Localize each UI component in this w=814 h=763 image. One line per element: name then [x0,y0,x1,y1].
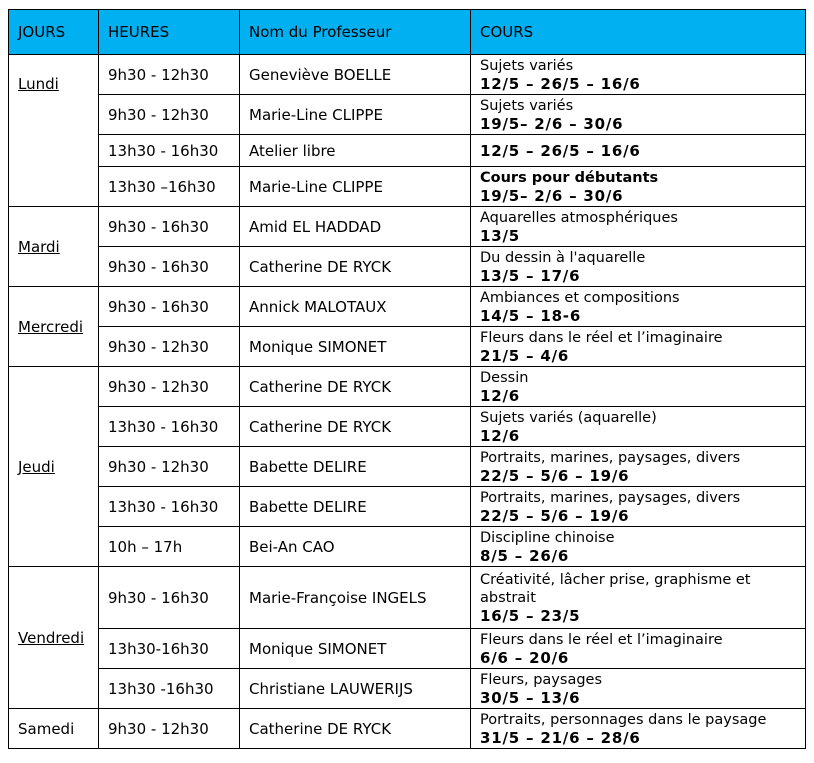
professor-cell: Christiane LAUWERIJS [240,669,471,709]
table-row [9,287,806,327]
day-cell-samedi: Samedi [9,709,99,749]
table-row [9,55,806,95]
table-row [9,95,806,135]
professor-cell: Monique SIMONET [240,629,471,669]
table-row [9,327,806,367]
course-cell: Dessin 12/6 [471,367,806,407]
course-cell: Sujets variés 12/5 – 26/5 – 16/6 [471,55,806,95]
table-row [9,407,806,447]
time-cell: 9h30 - 16h30 [99,287,240,327]
course-cell: Portraits, marines, paysages, divers 22/5 – 5/6 – 19/6 [471,447,806,487]
time-cell: 13h30-16h30 [99,629,240,669]
course-cell: 12/5 – 26/5 – 16/6 [471,135,806,167]
header-jours: JOURS [9,10,99,55]
time-cell: 13h30 -16h30 [99,669,240,709]
time-cell: 9h30 - 12h30 [99,327,240,367]
table-row [9,629,806,669]
table-row [9,567,806,629]
professor-cell: Catherine DE RYCK [240,407,471,447]
table-row [9,367,806,407]
professor-cell: Marie-Line CLIPPE [240,167,471,207]
table-row [9,135,806,167]
professor-cell: Marie-Françoise INGELS [240,567,471,629]
professor-cell: Marie-Line CLIPPE [240,95,471,135]
course-cell: Cours pour débutants 19/5– 2/6 – 30/6 [471,167,806,207]
professor-cell: Bei-An CAO [240,527,471,567]
professor-cell: Amid EL HADDAD [240,207,471,247]
course-cell: Ambiances et compositions 14/5 – 18-6 [471,287,806,327]
professor-cell: Annick MALOTAUX [240,287,471,327]
time-cell: 9h30 - 12h30 [99,447,240,487]
course-cell: Portraits, marines, paysages, divers 22/5 – 5/6 – 19/6 [471,487,806,527]
table-row [9,447,806,487]
time-cell: 9h30 - 16h30 [99,567,240,629]
course-cell: Fleurs dans le réel et l’imaginaire 6/6 – 20/6 [471,629,806,669]
day-cell-jeudi: Jeudi [9,367,99,567]
professor-cell: Geneviève BOELLE [240,55,471,95]
header-cours: COURS [471,10,806,55]
time-cell: 9h30 - 12h30 [99,55,240,95]
course-cell: Sujets variés 19/5– 2/6 – 30/6 [471,95,806,135]
time-cell: 9h30 - 12h30 [99,367,240,407]
course-cell: Portraits, personnages dans le paysage 31/5 – 21/6 – 28/6 [471,709,806,749]
course-cell: Aquarelles atmosphériques 13/5 [471,207,806,247]
professor-cell: Monique SIMONET [240,327,471,367]
course-cell: Fleurs dans le réel et l’imaginaire 21/5 – 4/6 [471,327,806,367]
time-cell: 10h – 17h [99,527,240,567]
time-cell: 9h30 - 12h30 [99,709,240,749]
table-row [9,487,806,527]
time-cell: 13h30 –16h30 [99,167,240,207]
professor-cell: Atelier libre [240,135,471,167]
table-row [9,247,806,287]
day-cell-vendredi: Vendredi [9,567,99,709]
time-cell: 13h30 - 16h30 [99,407,240,447]
day-cell-mercredi: Mercredi [9,287,99,367]
course-cell: Du dessin à l'aquarelle 13/5 – 17/6 [471,247,806,287]
table-row [9,669,806,709]
table-row [9,527,806,567]
course-cell: Créativité, lâcher prise, graphisme et abstrait 16/5 – 23/5 [471,567,806,629]
table-row [9,207,806,247]
time-cell: 9h30 - 16h30 [99,247,240,287]
day-cell-lundi: Lundi [9,55,99,207]
header-professeur: Nom du Professeur [240,10,471,55]
professor-cell: Babette DELIRE [240,487,471,527]
time-cell: 9h30 - 12h30 [99,95,240,135]
time-cell: 13h30 - 16h30 [99,487,240,527]
course-cell: Discipline chinoise 8/5 – 26/6 [471,527,806,567]
course-cell: Sujets variés (aquarelle) 12/6 [471,407,806,447]
professor-cell: Babette DELIRE [240,447,471,487]
schedule-table [8,9,806,749]
course-cell: Fleurs, paysages 30/5 – 13/6 [471,669,806,709]
header-row [9,10,806,55]
time-cell: 13h30 - 16h30 [99,135,240,167]
header-heures: HEURES [99,10,240,55]
professor-cell: Catherine DE RYCK [240,709,471,749]
time-cell: 9h30 - 16h30 [99,207,240,247]
professor-cell: Catherine DE RYCK [240,247,471,287]
table-row [9,709,806,749]
table-row [9,167,806,207]
day-cell-mardi: Mardi [9,207,99,287]
professor-cell: Catherine DE RYCK [240,367,471,407]
